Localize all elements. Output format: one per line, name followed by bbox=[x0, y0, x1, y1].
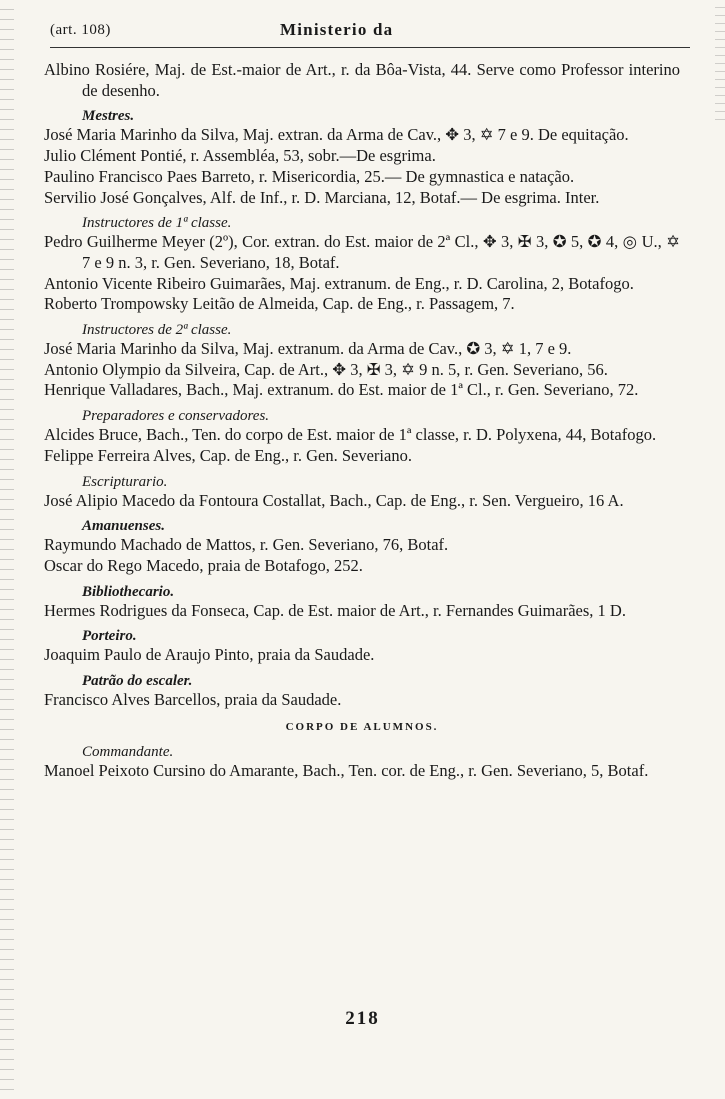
heading-preparadores: Preparadores e conservadores. bbox=[82, 408, 270, 425]
entry-joaquim-paulo: Joaquim Paulo de Araujo Pinto, praia da Saudade. bbox=[44, 645, 375, 665]
running-title: Ministerio da bbox=[280, 20, 394, 39]
heading-amanuenses: Amanuenses. bbox=[82, 518, 165, 535]
entry-francisco-alves: Francisco Alves Barcellos, praia da Saudade. bbox=[44, 690, 342, 710]
heading-porteiro: Porteiro. bbox=[82, 628, 137, 645]
entry-albino-rosiere: Albino Rosiére, Maj. de Est.-maior de Art., r. da Bôa-Vista, 44. Serve como Professor interino de desenho. bbox=[44, 60, 680, 100]
entry-jose-maria-marinho-2: José Maria Marinho da Silva, Maj. extranum. da Arma de Cav., ✪ 3, ✡ 1, 7 e 9. bbox=[44, 339, 572, 359]
entry-roberto-trompowsky: Roberto Trompowsky Leitão de Almeida, Cap. de Eng., r. Passagem, 7. bbox=[44, 294, 515, 314]
entry-antonio-vicente: Antonio Vicente Ribeiro Guimarães, Maj. extranum. de Eng., r. D. Carolina, 2, Botafogo. bbox=[44, 273, 634, 293]
entry-servilio-jose: Servilio José Gonçalves, Alf. de Inf., r. D. Marciana, 12, Botaf.— De esgrima. Inter. bbox=[44, 187, 600, 207]
entry-hermes-rodrigues: Hermes Rodrigues da Fonseca, Cap. de Est. maior de Art., r. Fernandes Guimarães, 1 D. bbox=[44, 600, 626, 620]
heading-patrao-escaler: Patrão do escaler. bbox=[82, 673, 193, 690]
heading-escripturario: Escripturario. bbox=[82, 473, 168, 490]
entry-antonio-olympio: Antonio Olympio da Silveira, Cap. de Art., ✥ 3, ✠ 3, ✡ 9 n. 5, r. Gen. Severiano, 56. bbox=[44, 359, 608, 379]
entry-raymundo-machado: Raymundo Machado de Mattos, r. Gen. Severiano, 76, Botaf. bbox=[44, 535, 449, 555]
binding-edge bbox=[0, 0, 14, 1099]
heading-instructores-1: Instructores de 1ª classe. bbox=[82, 215, 232, 232]
entry-manoel-peixoto: Manoel Peixoto Cursino do Amarante, Bach., Ten. cor. de Eng., r. Gen. Severiano, 5, Botaf. bbox=[44, 761, 649, 781]
entry-jose-maria-marinho: José Maria Marinho da Silva, Maj. extran. da Arma de Cav., ✥ 3, ✡ 7 e 9. De equitação. bbox=[44, 125, 629, 145]
section-corpo-alumnos: CORPO DE ALUMNOS. bbox=[285, 720, 439, 733]
entry-paulino-francisco: Paulino Francisco Paes Barreto, r. Misericordia, 25.— De gymnastica e natação. bbox=[44, 166, 575, 186]
entry-alcides-bruce: Alcides Bruce, Bach., Ten. do corpo de Est. maior de 1ª classe, r. D. Polyxena, 44, Botafogo. bbox=[44, 425, 657, 445]
entry-felippe-ferreira: Felippe Ferreira Alves, Cap. de Eng., r. Gen. Severiano. bbox=[44, 445, 412, 465]
entry-pedro-guilherme-meyer: Pedro Guilherme Meyer (2º), Cor. extran. do Est. maior de 2ª Cl., ✥ 3, ✠ 3, ✪ 5, ✪ 4, ◎ U., ✡ 7 e 9 n. 3, r. Gen. Severiano, 18, Botaf. bbox=[44, 232, 680, 272]
heading-bibliothecario: Bibliothecario. bbox=[82, 583, 175, 600]
running-header bbox=[50, 20, 690, 46]
header-rule bbox=[50, 47, 690, 48]
heading-instructores-2: Instructores de 2ª classe. bbox=[82, 322, 232, 339]
page-edge-right bbox=[715, 0, 725, 120]
heading-mestres: Mestres. bbox=[82, 108, 135, 125]
article-reference: (art. 108) bbox=[50, 22, 111, 38]
heading-commandante: Commandante. bbox=[82, 744, 174, 761]
page-number: 218 bbox=[345, 1008, 380, 1029]
entry-henrique-valladares: Henrique Valladares, Bach., Maj. extranum. do Est. maior de 1ª Cl., r. Gen. Severiano, 72. bbox=[44, 380, 639, 400]
entry-jose-alipio: José Alipio Macedo da Fontoura Costallat, Bach., Cap. de Eng., r. Sen. Vergueiro, 16 A. bbox=[44, 490, 624, 510]
directory-listing bbox=[44, 60, 680, 782]
entry-oscar-do-rego: Oscar do Rego Macedo, praia de Botafogo, 252. bbox=[44, 555, 363, 575]
entry-julio-clement-pontie: Julio Clément Pontié, r. Assembléa, 53, sobr.—De esgrima. bbox=[44, 146, 436, 166]
